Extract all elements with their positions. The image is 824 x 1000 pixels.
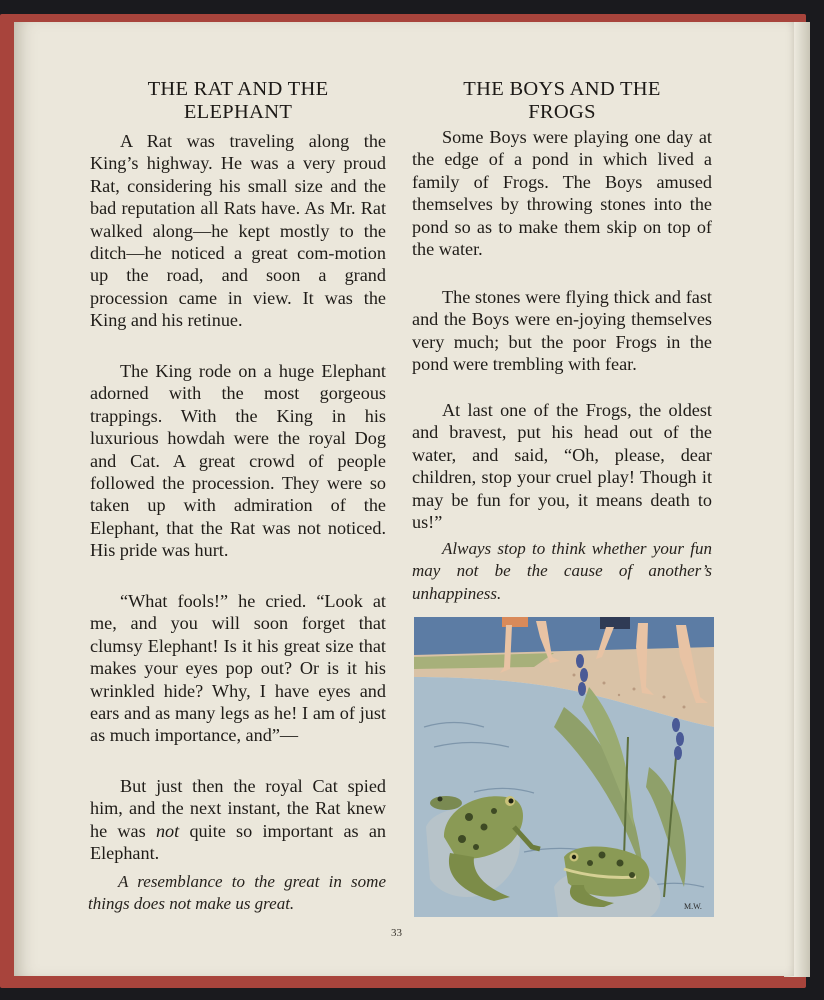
- left-title-line2: ELEPHANT: [183, 101, 293, 123]
- right-moral: Always stop to think whether your fun may not be the cause of another’s unhappiness.: [412, 539, 712, 603]
- left-title-line1: THE RAT AND THE: [147, 78, 329, 100]
- left-paragraph-3: “What fools!” he cried. “Look at me, and you will soon forget that clumsy Elephant! Is it his great size that makes your eyes pop out? Or is it his wrinkled hide? Why, I have eyes and ears and as many legs as he! I am of just as much importance, and”—: [90, 591, 386, 746]
- left-moral: A resemblance to the great in some things does not make us great.: [88, 872, 386, 914]
- left-paragraph-1: A Rat was traveling along the King’s highway. He was a very proud Rat, considering his small size and the bad reputation all Rats have. As Mr. Rat walked along—he kept mostly to the ditch—he noticed a great com-motion up the road, and soon a grand procession came in view. It was the King and his retinue.: [90, 131, 386, 331]
- right-title-line1: THE BOYS AND THE: [463, 78, 661, 100]
- small-frog-head: [430, 796, 462, 810]
- right-story-title: [412, 78, 712, 124]
- frogs-illustration: [414, 617, 714, 917]
- left-paragraph-2: The King rode on a huge Elephant adorned with the most gorgeous trappings. With the King in his luxurious howdah were the royal Dog and Cat. A great crowd of people followed the procession. They were so taken up with admiration of the Elephant, that the Rat was not noticed. His pride was hurt.: [90, 361, 386, 561]
- emphasis-not: not: [155, 820, 180, 841]
- page-number: 33: [391, 927, 402, 939]
- pond-scene: [414, 617, 714, 917]
- right-paragraph-2: The stones were flying thick and fast and the Boys were en-joying themselves very much; but the poor Frogs in the pond were trembling with fear.: [412, 287, 712, 375]
- right-paragraph-3: At last one of the Frogs, the oldest and bravest, put his head out of the water, and said, “Oh, please, dear children, stop your cruel play! Though it may be fun for you, it means death to us!”: [412, 400, 712, 533]
- left-story-title: [88, 78, 388, 124]
- left-paragraph-4-text-b: quite so important as an Elephant.: [90, 820, 387, 864]
- left-paragraph-4-text-a: But just then the royal Cat spied him, and the next instant, the Rat knew he was: [90, 776, 386, 841]
- illustration-signature: M.W.: [684, 902, 702, 911]
- right-title-line2: FROGS: [528, 101, 596, 123]
- book-page: [14, 22, 794, 976]
- left-paragraph-4: [90, 775, 386, 865]
- right-paragraph-1: Some Boys were playing one day at the edge of a pond in which lived a family of Frogs. The Boys amused themselves by throwing stones into the pond so as to make them skip on top of the water.: [412, 127, 712, 260]
